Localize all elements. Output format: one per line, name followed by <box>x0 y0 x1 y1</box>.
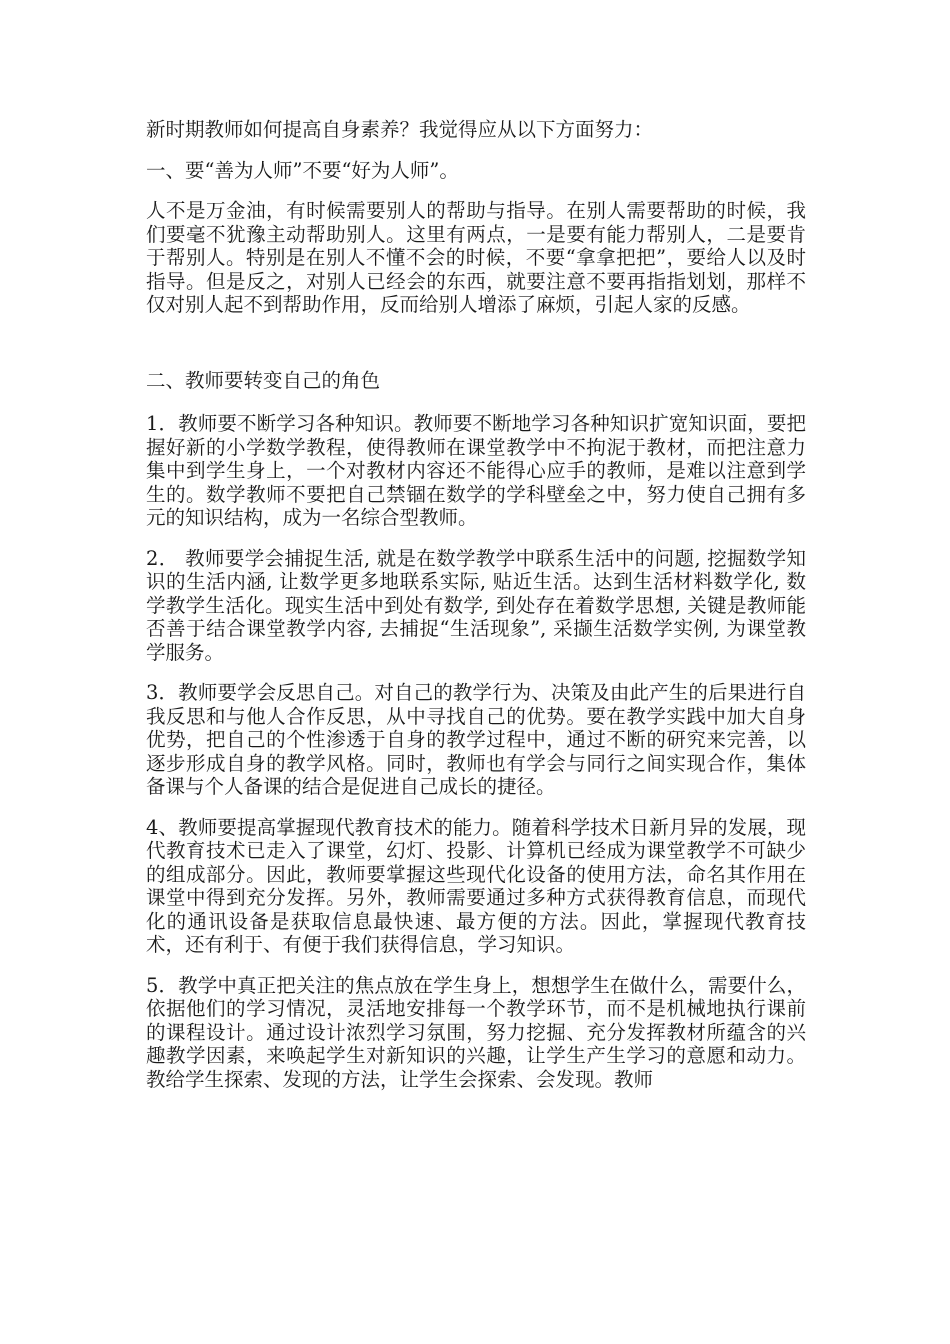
section2-item-5: 5．教学中真正把关注的焦点放在学生身上，想想学生在做什么，需要什么，依据他们的学习情况，灵活地安排每一个教学环节，而不是机械地执行课前的课程设计。通过设计浓烈学习氛围，努力挖掘、充分发挥教材所蕴含的兴趣教学因素，来唤起学生对新知识的兴趣，让学生产生学习的意愿和动力。教给学生探索、发现的方法，让学生会探索、会发现。教师 <box>146 973 806 1091</box>
section2-item-4: 4、教师要提高掌握现代教育技术的能力。随着科学技术日新月异的发展，现代教育技术已走入了课堂，幻灯、投影、计算机已经成为课堂教学不可缺少的组成部分。因此，教师要掌握这些现代化设备的使用方法，命名其作用在课堂中得到充分发挥。另外，教师需要通过多种方式获得教育信息，而现代化的通讯设备是获取信息最快速、最方便的方法。因此，掌握现代教育技术，还有利于、有便于我们获得信息，学习知识。 <box>146 815 806 956</box>
section1-heading: 一、要“善为人师”不要“好为人师”。 <box>146 158 459 182</box>
section2-item-2: 2． 教师要学会捕捉生活, 就是在数学教学中联系生活中的问题, 挖掘数学知识的生活内涵, 让数学更多地联系实际, 贴近生活。达到生活材料数学化, 数学教学生活化。现实生活中到处有数学, 到处存在着数学思想, 关键是教师能否善于结合课堂教学内容, 去捕捉“生活现象”, 采撷生活数学实例, 为课堂教学服务。 <box>146 546 806 664</box>
intro-paragraph: 新时期教师如何提高自身素养？我觉得应从以下方面努力： <box>146 118 654 141</box>
document-body <box>146 118 806 1108</box>
section2-item-3: 3．教师要学会反思自己。对自己的教学行为、决策及由此产生的后果进行自我反思和与他人合作反思，从中寻找自己的优势。要在教学实践中加大自身优势，把自己的个性渗透于自身的教学过程中，通过不断的研究来完善，以逐步形成自身的教学风格。同时，教师也有学会与同行之间实现合作，集体备课与个人备课的结合是促进自己成长的捷径。 <box>146 681 806 798</box>
section2-heading: 二、教师要转变自己的角色 <box>146 368 381 392</box>
section1-paragraph: 人不是万金油，有时候需要别人的帮助与指导。在别人需要帮助的时候，我们要毫不犹豫主动帮助别人。这里有两点，一是要有能力帮别人，二是要肯于帮别人。特别是在别人不懂不会的时候，不要“拿拿把把”，要给人以及时指导。但是反之，对别人已经会的东西，就要注意不要再指指划划，那样不仅对别人起不到帮助作用，反而给别人增添了麻烦，引起人家的反感。 <box>146 199 806 316</box>
section2-item-1: 1．教师要不断学习各种知识。教师要不断地学习各种知识扩宽知识面，要把握好新的小学数学教程，使得教师在课堂教学中不拘泥于教材，而把注意力集中到学生身上，一个对教材内容还不能得心应手的教师，是难以注意到学生的。数学教师不要把自己禁锢在数学的学科壁垒之中，努力使自己拥有多元的知识结构，成为一名综合型教师。 <box>146 412 806 529</box>
